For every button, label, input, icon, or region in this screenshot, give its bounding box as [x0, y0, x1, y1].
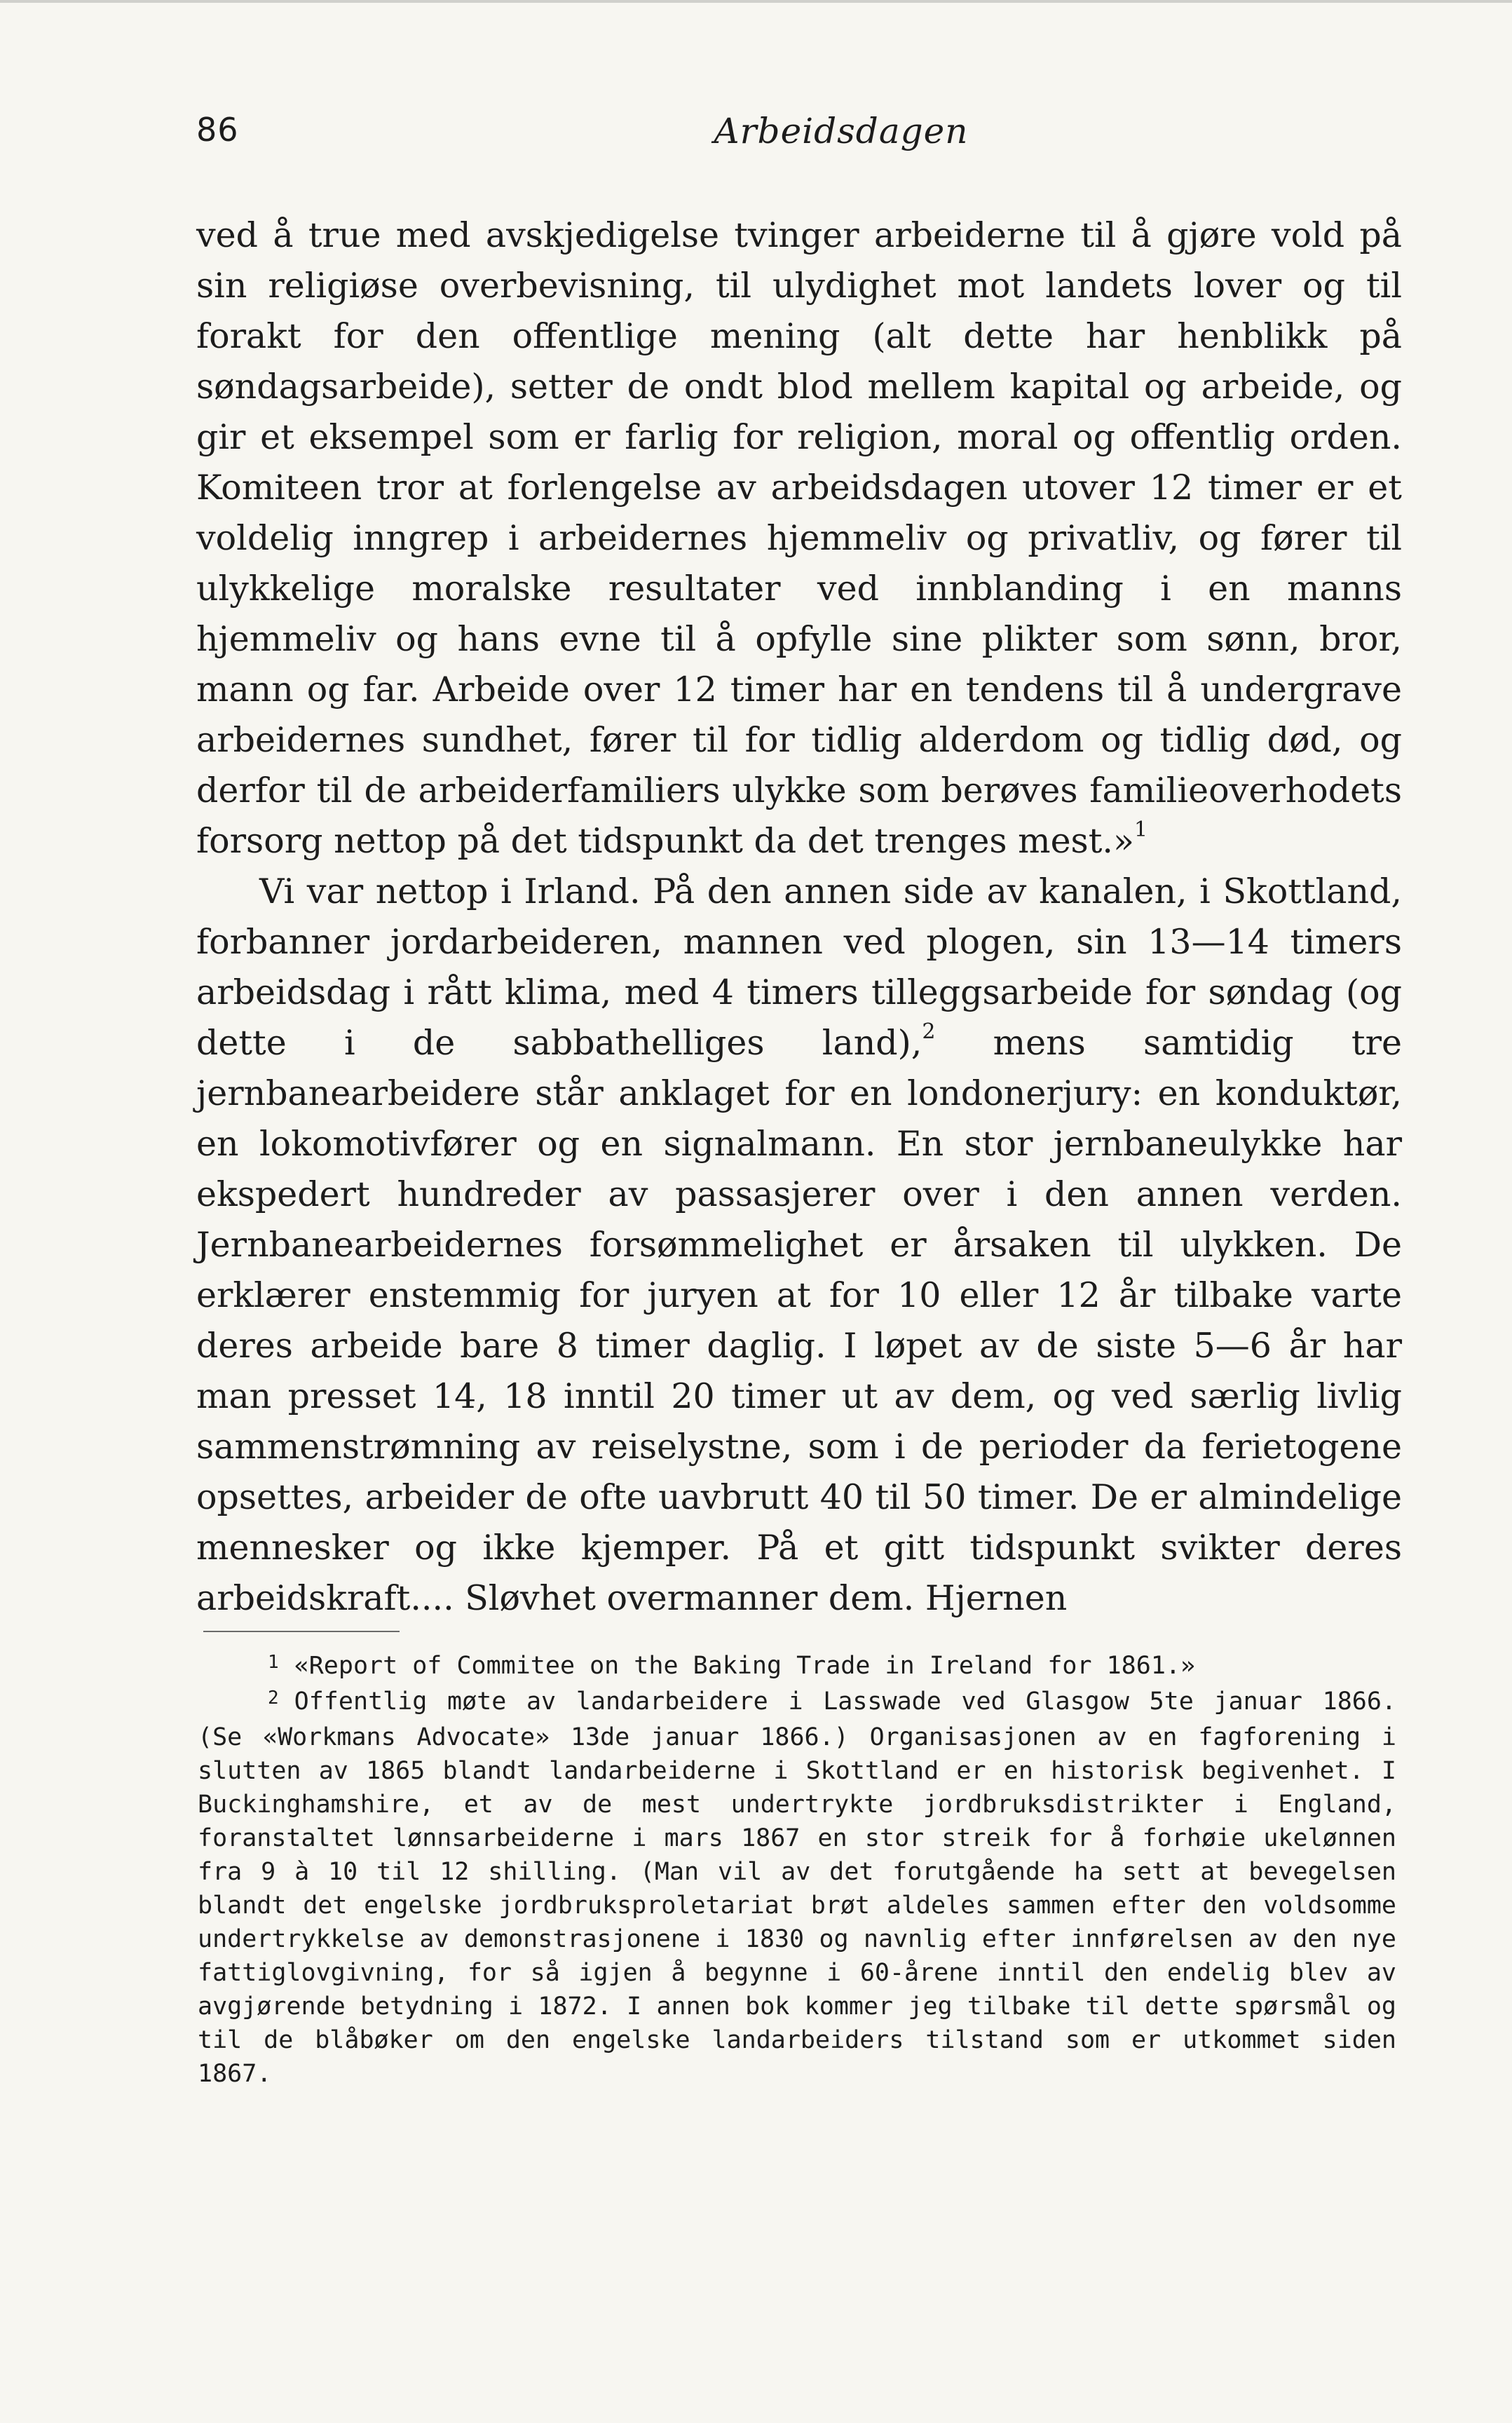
page-header	[196, 111, 1402, 160]
footnote-mark: 2	[268, 1688, 279, 1709]
footnote-mark: 1	[268, 1652, 279, 1673]
body-text	[196, 210, 1402, 1624]
paragraph-1	[196, 210, 1402, 867]
paragraph-2a-text: Vi var nettop i Irland. På den annen side av kanalen, i Skottland, forbanner jordarbeideren, mannen ved plogen, sin 13—14 timers arbeidsdag i rått klima, med 4 timers tilleggsarbeide for søndag (og dette i de sabbathelliges land),	[196, 871, 1402, 1063]
paragraph-1-text: ved å true med avskjedigelse tvinger arbeiderne til å gjøre vold på sin religiøse overbevisning, til ulydighet mot landets lover og til forakt for den offentlige mening (alt dette har henblikk på søndagsarbeide), setter de ondt blod mellem kapital og arbeide, og gir et eksempel som er farlig for religion, moral og offentlig orden. Komiteen tror at forlengelse av arbeidsdagen utover 12 timer er et voldelig inngrep i arbeidernes hjemmeliv og privatliv, og fører til ulykkelige moralske resultater ved innblanding i en manns hjemmeliv og hans evne til å opfylle sine plikter som sønn, bror, mann og far. Arbeide over 12 timer har en tendens til å undergrave arbeidernes sundhet, fører til for tidlig alderdom og tidlig død, og derfor til de arbeiderfamiliers ulykke som berøves familieoverhodets forsorg nettop på det tidspunkt da det trenges mest.»	[196, 215, 1402, 861]
page-number: 86	[196, 111, 239, 149]
paragraph-2b-text: mens samtidig tre jernbanearbeidere står anklaget for en londonerjury: en konduktør, en lokomotivfører og en signalmann. En stor jernbaneulykke har ekspedert hundreder av passasjerer over i den annen verden. Jernbanearbeidernes forsømmelighet er årsaken til ulykken. De erklærer enstemmig for juryen at for 10 eller 12 år tilbake varte deres arbeide bare 8 timer daglig. I løpet av de siste 5—6 år har man presset 14, 18 inntil 20 timer ut av dem, og ved særlig livlig sammenstrømning av reiselystne, som i de perioder da ferietogene opsettes, arbeider de ofte uavbrutt 40 til 50 timer. De er almindelige mennesker og ikke kjemper. På et gitt tidspunkt svikter deres arbeidskraft.... Sløvhet overmanner dem. Hjernen	[196, 1023, 1402, 1618]
footnote-2	[198, 1685, 1396, 2091]
footnote-1	[198, 1649, 1396, 1685]
scan-edge	[0, 0, 1512, 3]
running-title: Arbeidsdagen	[714, 111, 969, 151]
paragraph-2	[196, 867, 1402, 1624]
footnote-text: «Report of Commitee on the Baking Trade in Ireland for 1861.»	[294, 1652, 1196, 1680]
footnote-ref-2: 2	[922, 1019, 936, 1044]
footnote-ref-1: 1	[1133, 817, 1148, 842]
footnotes	[198, 1649, 1396, 2091]
footnote-divider	[203, 1631, 400, 1632]
footnote-text: Offentlig møte av landarbeidere i Lasswade ved Glasgow 5te januar 1866. (Se «Workmans Advocate» 13de januar 1866.) Organisasjonen av en fagforening i slutten av 1865 blandt landarbeiderne i Skottland er en historisk begivenhet. I Buckinghamshire, et av de mest undertrykte jordbruksdistrikter i England, foranstaltet lønnsarbeiderne i mars 1867 en stor streik for å forhøie ukelønnen fra 9 à 10 til 12 shilling. (Man vil av det forutgående ha sett at bevegelsen blandt det engelske jordbruksproletariat brøt aldeles sammen efter den voldsomme undertrykkelse av demonstrasjonene i 1830 og navnlig efter innførelsen av den nye fattiglovgivning, for så igjen å begynne i 60-årene inntil den endelig blev av avgjørende betydning i 1872. I annen bok kommer jeg tilbake til dette spørsmål og til de blåbøker om den engelske landarbeiders tilstand som er utkommet siden 1867.	[198, 1688, 1396, 2088]
